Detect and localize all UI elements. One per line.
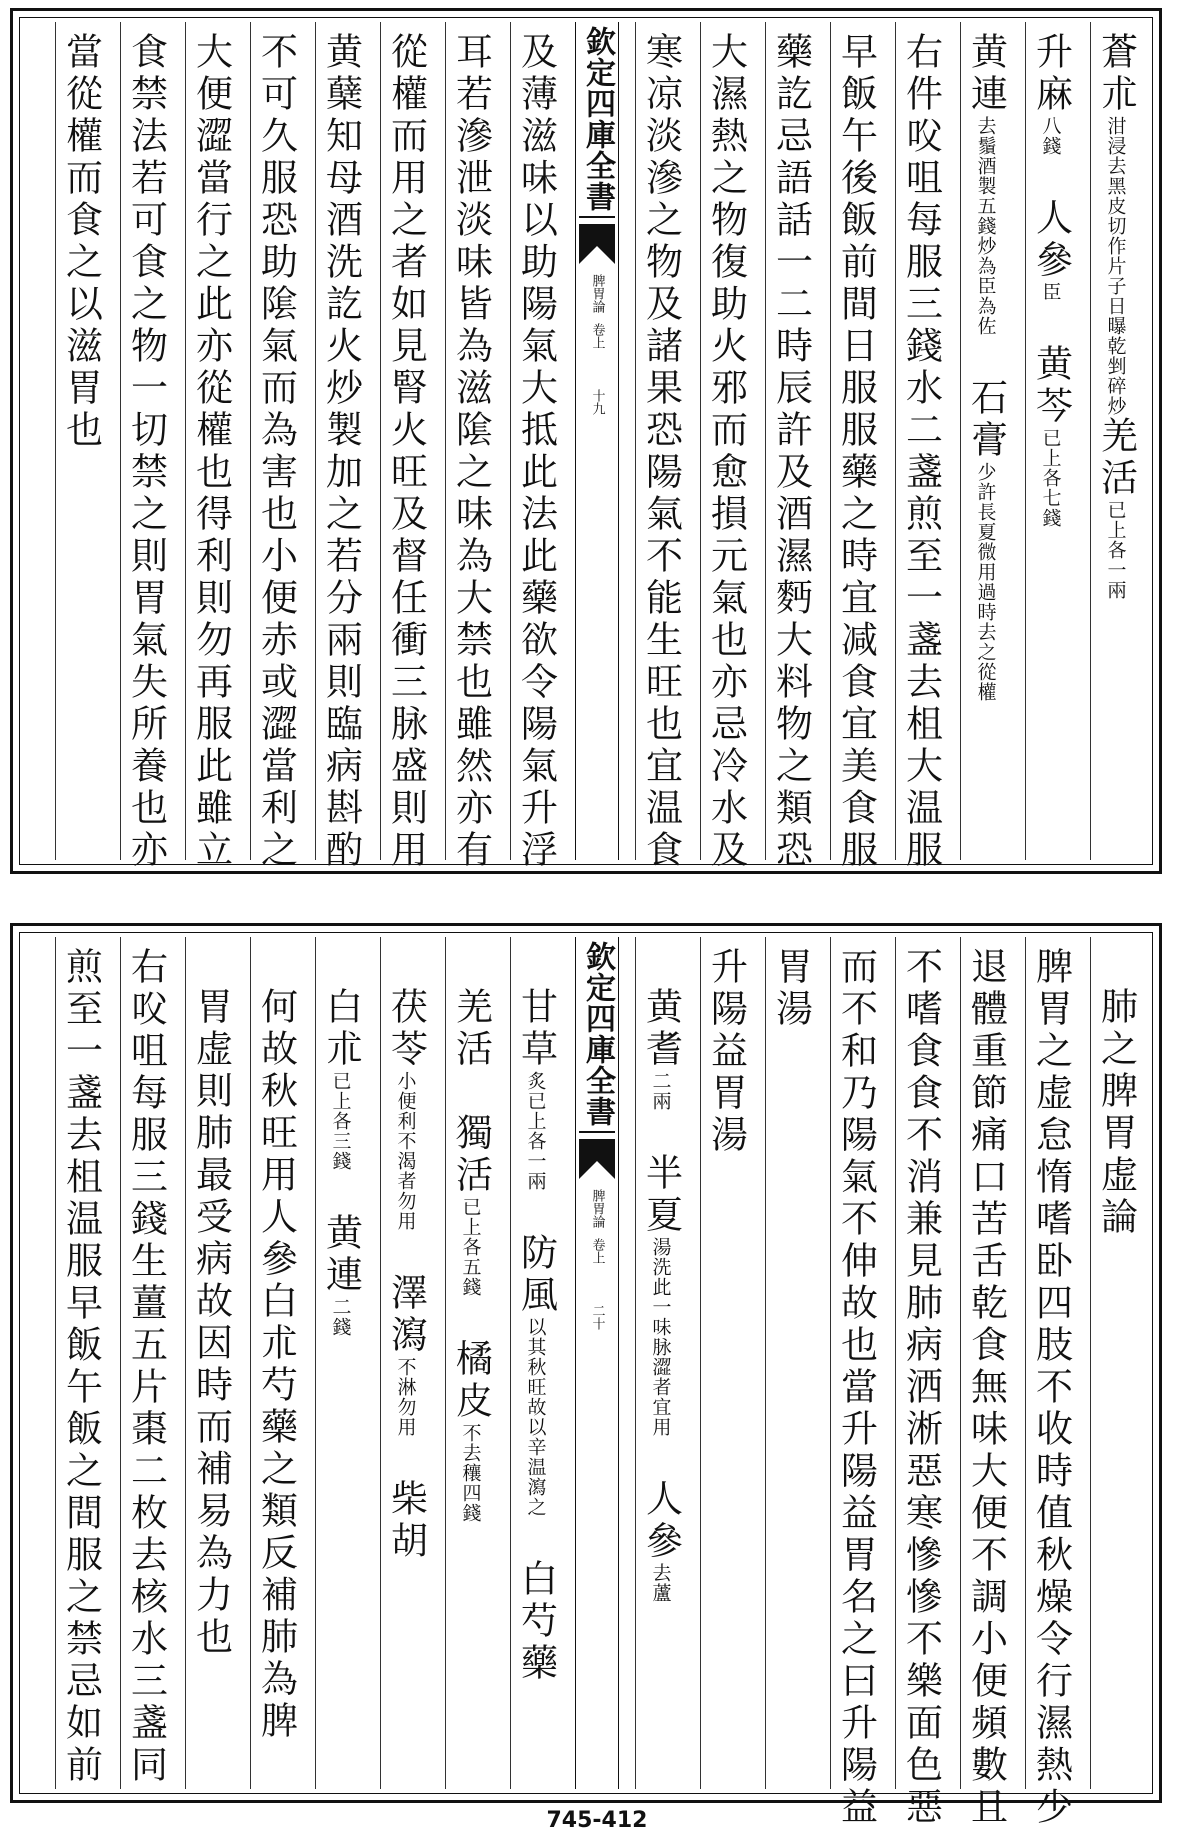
- text-column: 不可久服恐助隂氣而為害也小便赤或澀當利之: [250, 22, 300, 860]
- fish-tail-mark: [579, 1139, 615, 1179]
- text-column: 右㕮咀每服三錢生薑五片棗二枚去核水三盞同: [120, 937, 170, 1789]
- text-column: 白朮已上各三錢 黄連二錢: [315, 937, 365, 1789]
- text-column: 胃虚則肺最受病故因時而補易為力也: [185, 937, 235, 1789]
- gutter-title: 欽定四庫全書: [579, 941, 615, 1133]
- gutter-leaf-number: 二十: [589, 1304, 605, 1330]
- page-number: 745-412: [546, 1808, 648, 1833]
- center-gutter: [575, 22, 619, 860]
- section-heading: 肺之脾胃虚論: [1090, 937, 1140, 1789]
- text-column: 食禁法若可食之物一切禁之則胃氣失所養也亦: [120, 22, 170, 860]
- text-column: 何故秋旺用人參白朮芍藥之類反補肺為脾: [250, 937, 300, 1789]
- text-column: 煎至一盞去柤温服早飯午飯之間服之禁忌如前: [55, 937, 105, 1789]
- gutter-volume: 卷上: [589, 323, 605, 349]
- text-column: 脾胃之虚怠惰嗜卧四肢不收時值秋燥令行濕熱少: [1025, 937, 1075, 1789]
- text-column: 從權而用之者如見腎火旺及督任衝三脉盛則用: [380, 22, 430, 860]
- text-column: 退體重節痛口苦舌乾食無味大便不調小便頻數且: [960, 937, 1010, 1789]
- text-column: 早飯午後飯前間日服服藥之時宜减食宜美食服: [830, 22, 880, 860]
- text-column: 蒼朮泔浸去黑皮切作片子日曝乾剉碎炒羌活已上各一兩: [1090, 22, 1140, 860]
- gutter-leaf-number: 十九: [589, 389, 605, 415]
- formula-title: 升陽益胃湯: [700, 937, 750, 1789]
- text-column: 黄連去鬚酒製五錢炒為臣為佐 石膏少許長夏微用過時去之從權: [960, 22, 1010, 860]
- text-column: 藥訖忌語話一二時辰許及酒濕麪大料物之類恐: [765, 22, 815, 860]
- text-column: 茯苓小便利不渴者勿用 澤瀉不淋勿用 柴胡: [380, 937, 430, 1789]
- text-column: 黄耆二兩 半夏湯洗此一味脉澀者宜用 人參去蘆: [635, 937, 685, 1789]
- center-gutter: [575, 937, 619, 1789]
- text-column: 不嗜食食不消兼見肺病洒淅惡寒慘慘不樂面色惡: [895, 937, 945, 1789]
- text-column: 而不和乃陽氣不伸故也當升陽益胃名之曰升陽益: [830, 937, 880, 1789]
- text-column: 羌活 獨活已上各五錢 橘皮不去穰四錢: [445, 937, 495, 1789]
- text-column: 胃湯: [765, 937, 815, 1789]
- text-column: 黄蘖知母酒洗訖火炒製加之若分兩則臨病斟酌: [315, 22, 365, 860]
- text-column: 大濕熱之物復助火邪而愈損元氣也亦忌冷水及: [700, 22, 750, 860]
- text-column: 升麻八錢 人參臣 黄芩已上各七錢: [1025, 22, 1075, 860]
- top-page: [10, 8, 1162, 874]
- text-column: 及薄滋味以助陽氣大抵此法此藥欲令陽氣升浮: [510, 22, 560, 860]
- gutter-book: 脾胃論: [589, 274, 605, 313]
- fish-tail-mark: [579, 224, 615, 264]
- text-column: 寒凉淡滲之物及諸果恐陽氣不能生旺也宜温食: [635, 22, 685, 860]
- gutter-book: 脾胃論: [589, 1189, 605, 1228]
- top-page-frame: [19, 17, 1153, 872]
- gutter-title: 欽定四庫全書: [579, 26, 615, 218]
- text-column: 耳若滲泄淡味皆為滋隂之味為大禁也雖然亦有: [445, 22, 495, 860]
- gutter-volume: 卷上: [589, 1238, 605, 1264]
- text-column: 當從權而食之以滋胃也: [55, 22, 105, 860]
- text-column: 大便澀當行之此亦從權也得利則勿再服此雖立: [185, 22, 235, 860]
- text-column: 甘草炙已上各一兩 防風以其秋旺故以辛温瀉之 白芍藥: [510, 937, 560, 1789]
- text-column: 右件㕮咀每服三錢水二盞煎至一盞去柤大温服: [895, 22, 945, 860]
